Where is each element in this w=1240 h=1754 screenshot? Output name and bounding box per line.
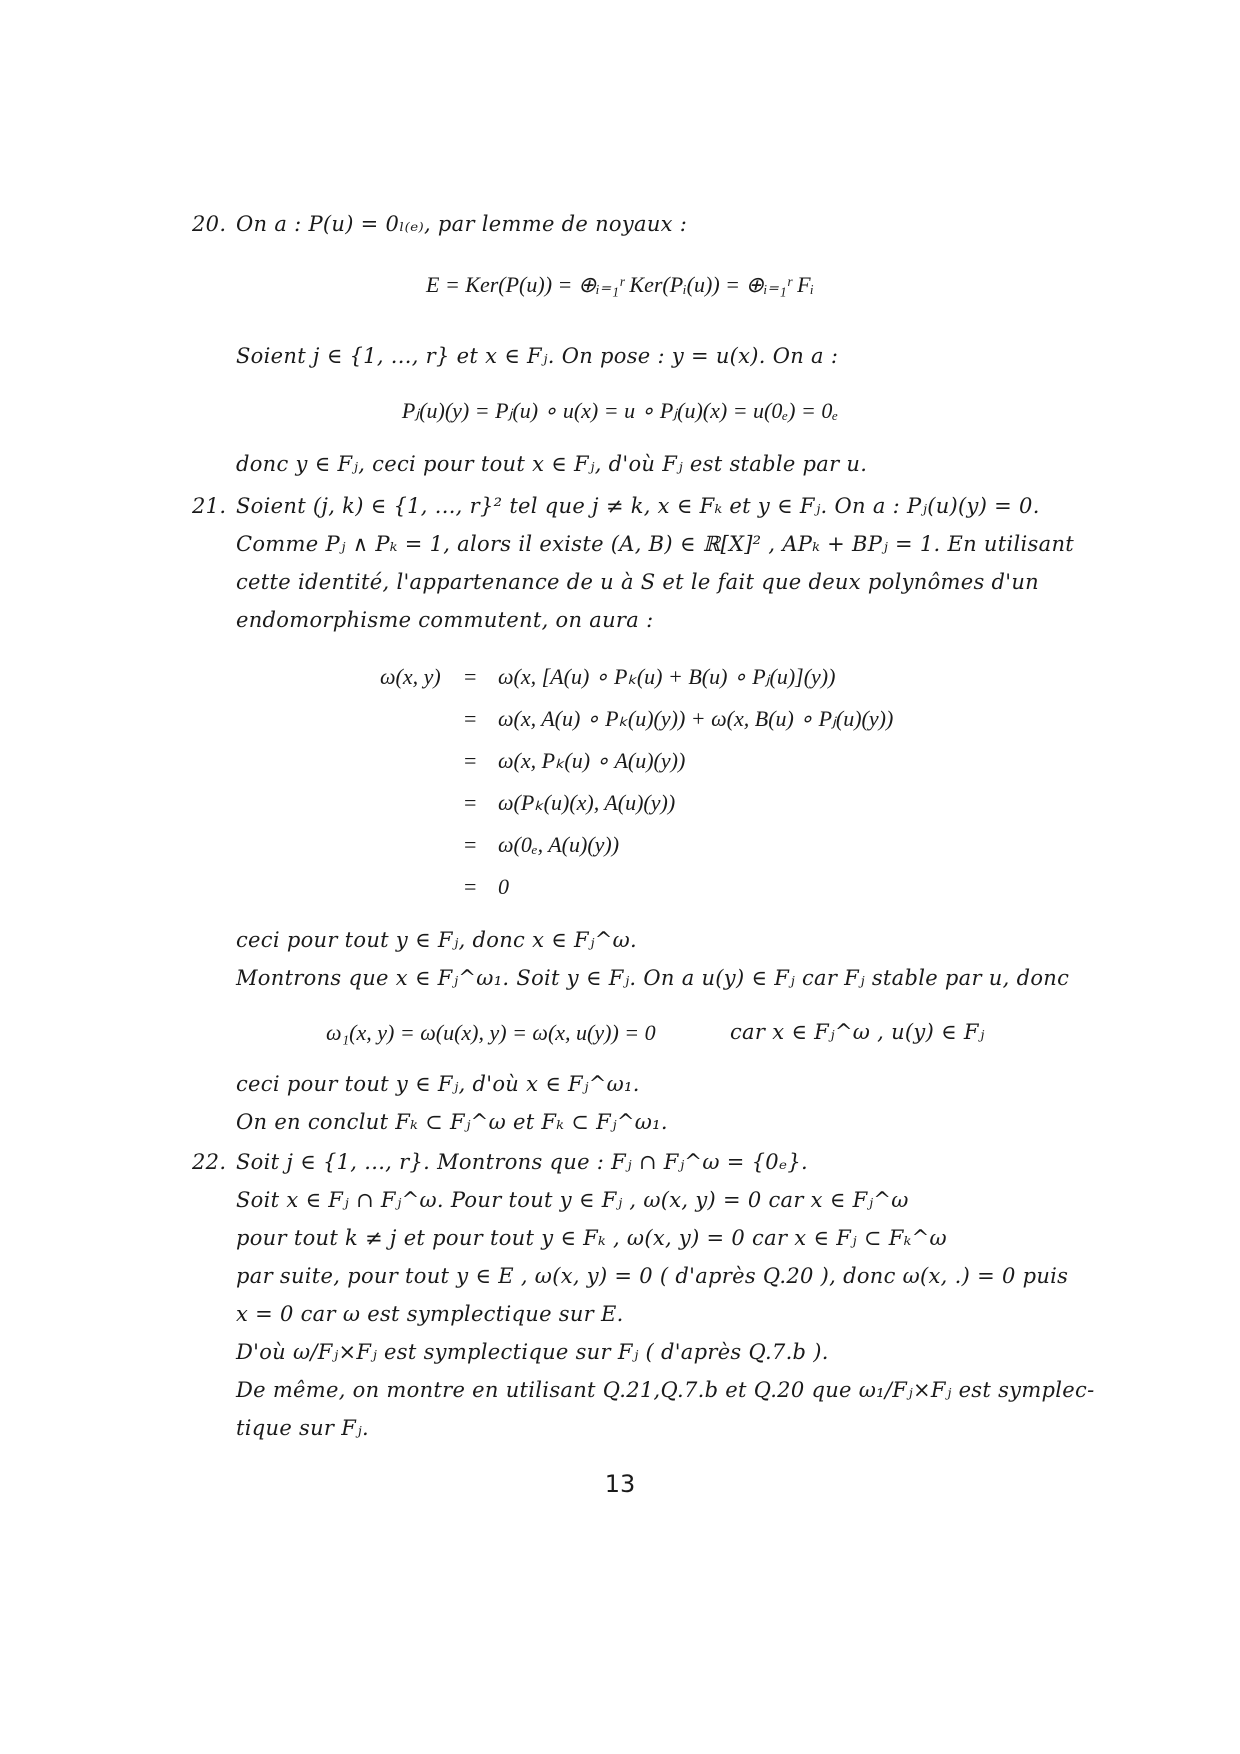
q22-line-7: De même, on montre en utilisant Q.21,Q.7.b et Q.20 que ω₁/Fⱼ×Fⱼ est symplec- bbox=[236, 1378, 1095, 1402]
q22-line-8: tique sur Fⱼ. bbox=[236, 1416, 369, 1440]
align-equals: = bbox=[462, 874, 478, 899]
q21-line-3: cette identité, l'appartenance de u à S et le fait que deux polynômes d'un bbox=[236, 570, 1039, 594]
q21-line-5: ceci pour tout y ∈ Fⱼ, donc x ∈ Fⱼ^ω. bbox=[236, 928, 638, 952]
q22-line-1: Soit j ∈ {1, ..., r}. Montrons que : Fⱼ ∩ Fⱼ^ω = {0ₑ}. bbox=[236, 1150, 808, 1174]
align-equals: = bbox=[462, 748, 478, 773]
q20-display-equation: E = Ker(P(u)) = ⊕ᵢ₌₁ʳ Ker(Pᵢ(u)) = ⊕ᵢ₌₁ʳ Fᵢ bbox=[426, 272, 814, 297]
align-rhs: ω(Pₖ(u)(x), A(u)(y)) bbox=[498, 790, 676, 815]
page-number: 13 bbox=[604, 1470, 636, 1498]
q21-conclusion: On en conclut Fₖ ⊂ Fⱼ^ω et Fₖ ⊂ Fⱼ^ω₁. bbox=[236, 1110, 668, 1134]
q21-line-7: ceci pour tout y ∈ Fⱼ, d'où x ∈ Fⱼ^ω₁. bbox=[236, 1072, 640, 1096]
align-equals: = bbox=[462, 706, 478, 731]
q22-line-6: D'où ω/Fⱼ×Fⱼ est symplectique sur Fⱼ ( d'après Q.7.b ). bbox=[236, 1340, 829, 1364]
q21-line-1: Soient (j, k) ∈ {1, ..., r}² tel que j ≠ k, x ∈ Fₖ et y ∈ Fⱼ. On a : Pⱼ(u)(y) = 0. bbox=[236, 494, 1040, 518]
question-number-20: 20. bbox=[192, 212, 227, 236]
align-equals: = bbox=[462, 790, 478, 815]
question-number-21: 21. bbox=[192, 494, 227, 518]
q20-intro: On a : P(u) = 0ₗ₍ₑ₎, par lemme de noyaux : bbox=[236, 212, 688, 236]
align-rhs: ω(x, A(u) ∘ Pₖ(u)(y)) + ω(x, B(u) ∘ Pⱼ(u)(y)) bbox=[498, 706, 894, 731]
align-rhs: ω(x, Pₖ(u) ∘ A(u)(y)) bbox=[498, 748, 686, 773]
q20-line-2: Soient j ∈ {1, ..., r} et x ∈ Fⱼ. On pose : y = u(x). On a : bbox=[236, 344, 839, 368]
q21-display-equation-3-note: car x ∈ Fⱼ^ω , u(y) ∈ Fⱼ bbox=[730, 1020, 985, 1044]
align-rhs: ω(x, [A(u) ∘ Pₖ(u) + B(u) ∘ Pⱼ(u)](y)) bbox=[498, 664, 836, 689]
align-equals: = bbox=[462, 832, 478, 857]
q21-display-equation-3: ω₁(x, y) = ω(u(x), y) = ω(x, u(y)) = 0 bbox=[326, 1020, 656, 1045]
align-equals: = bbox=[462, 664, 478, 689]
q22-line-2: Soit x ∈ Fⱼ ∩ Fⱼ^ω. Pour tout y ∈ Fⱼ , ω(x, y) = 0 car x ∈ Fⱼ^ω bbox=[236, 1188, 909, 1212]
align-rhs: 0 bbox=[498, 874, 509, 899]
align-rhs: ω(0ₑ, A(u)(y)) bbox=[498, 832, 620, 857]
q22-line-4: par suite, pour tout y ∈ E , ω(x, y) = 0 ( d'après Q.20 ), donc ω(x, .) = 0 puis bbox=[236, 1264, 1069, 1288]
q20-display-equation-2: Pⱼ(u)(y) = Pⱼ(u) ∘ u(x) = u ∘ Pⱼ(u)(x) = u(0ₑ) = 0ₑ bbox=[401, 398, 839, 423]
q21-line-4: endomorphisme commutent, on aura : bbox=[236, 608, 654, 632]
q22-line-3: pour tout k ≠ j et pour tout y ∈ Fₖ , ω(x, y) = 0 car x ∈ Fⱼ ⊂ Fₖ^ω bbox=[236, 1226, 947, 1250]
q21-line-2: Comme Pⱼ ∧ Pₖ = 1, alors il existe (A, B) ∈ ℝ[X]² , APₖ + BPⱼ = 1. En utilisant bbox=[236, 532, 1075, 556]
align-lhs: ω(x, y) bbox=[380, 664, 441, 689]
question-number-22: 22. bbox=[192, 1150, 227, 1174]
q22-line-5: x = 0 car ω est symplectique sur E. bbox=[236, 1302, 624, 1326]
q21-line-6: Montrons que x ∈ Fⱼ^ω₁. Soit y ∈ Fⱼ. On a u(y) ∈ Fⱼ car Fⱼ stable par u, donc bbox=[236, 966, 1070, 990]
q20-conclusion: donc y ∈ Fⱼ, ceci pour tout x ∈ Fⱼ, d'où Fⱼ est stable par u. bbox=[236, 452, 868, 476]
